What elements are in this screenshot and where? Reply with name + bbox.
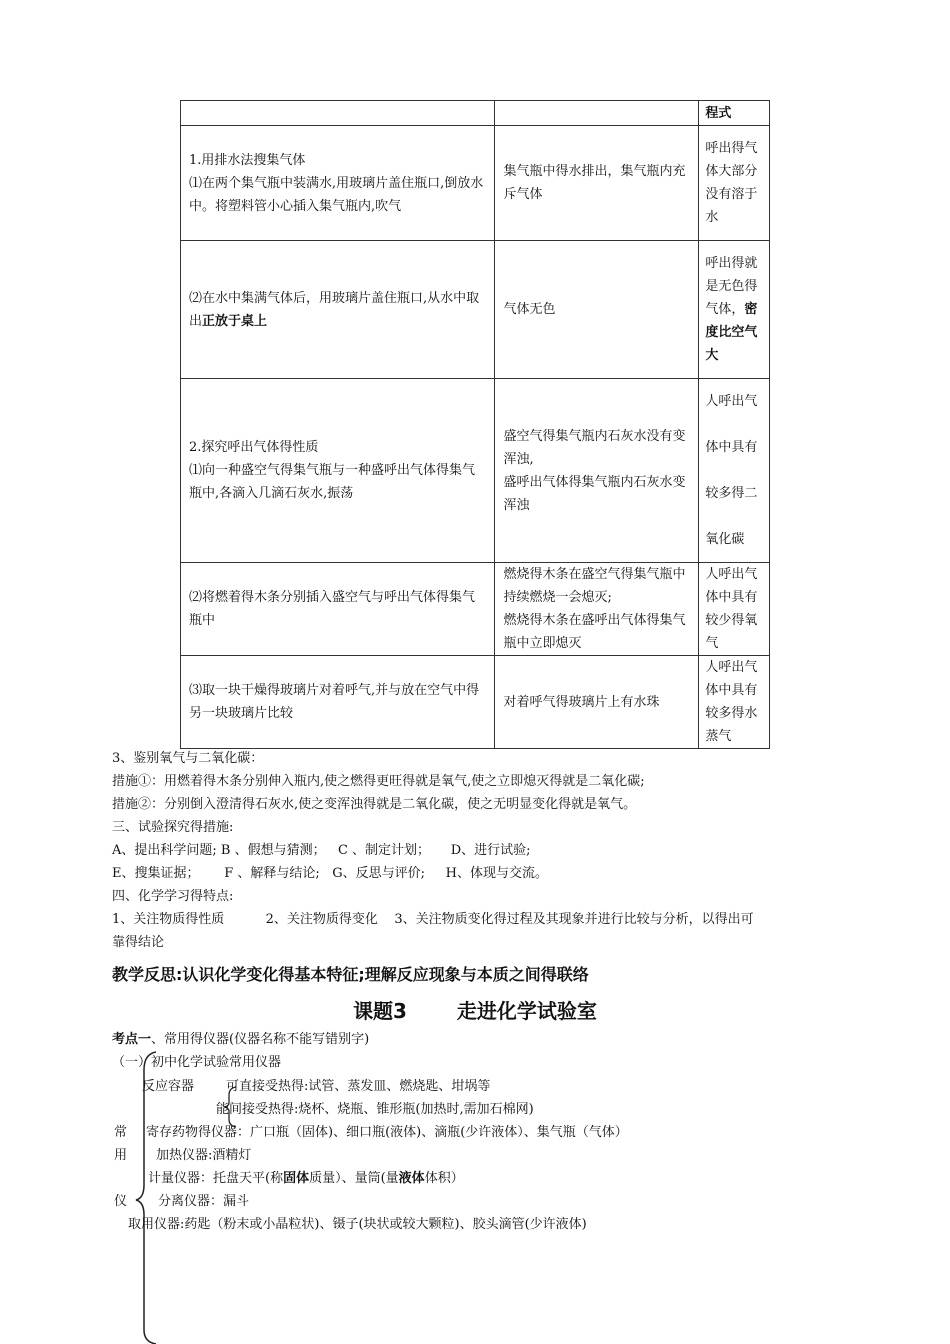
lesson-name: 走进化学试验室 (456, 999, 597, 1023)
row-conclusion: 人呼出气体中具有较多得水蒸气 (699, 656, 770, 749)
row-conclusion: 人呼出气体中具有较少得氧气 (699, 563, 770, 656)
teaching-reflection: 教学反思:认识化学变化得基本特征;理解反应现象与本质之间得联络 (112, 965, 589, 984)
kaodian-line (112, 1030, 369, 1050)
table-row (181, 656, 770, 749)
section-three-line2: E、搜集证据； F 、解释与结论; G、反思与评价; H、体现与交流。 (112, 866, 548, 881)
measure-liquid: 液体 (398, 1171, 425, 1186)
table-row (181, 241, 770, 379)
row-step-text: ⑴在两个集气瓶中装满水,用玻璃片盖住瓶口,倒放水中。将塑料管小心插入集气瓶内,吹气 (189, 175, 484, 214)
separation-instruments: 分离仪器：漏斗 (158, 1194, 250, 1209)
reaction-container-label: 反应容器 (142, 1079, 195, 1094)
table-row (181, 126, 770, 241)
row-step-text: ⑶取一块干燥得玻璃片对着呼气,并与放在空气中得另一块玻璃片比较 (181, 656, 495, 749)
experiment-table (180, 100, 770, 749)
storage-instruments: 寄存药物得仪器：广口瓶（固体)、细口瓶(液体)、滴瓶(少许液体）、集气瓶（气体） (146, 1125, 628, 1140)
row-conclusion: 人呼出气 体中具有 较多得二 氧化碳 (699, 379, 770, 563)
row-step-text: ⑵在水中集满气体后，用玻璃片盖住瓶口,从水中取出 (189, 290, 480, 329)
measure-text-e: 体积） (424, 1171, 464, 1186)
side-char-3: 仪 (114, 1194, 128, 1209)
row-conclusion: 呼出得就是无色得气体， (705, 256, 758, 317)
row-step-text: ⑵将燃着得木条分别插入盛空气与呼出气体得集气瓶中 (181, 563, 495, 656)
measure-text-a: 计量仪器：托盘天平(称 (148, 1171, 284, 1186)
section-three-title: 三、试验探究得措施: (112, 820, 234, 835)
side-char-1: 常 (114, 1125, 128, 1140)
row-observation: 盛空气得集气瓶内石灰水没有变浑浊, 盛呼出气体得集气瓶内石灰水变浑浊 (495, 379, 699, 563)
row-conclusion-emphasis: 密度比空气大 (705, 302, 758, 363)
row-step-emphasis: 正放于桌上 (202, 313, 268, 329)
kaodian-label: 考点一 (112, 1032, 152, 1047)
row-observation: 燃烧得木条在盛空气得集气瓶中持续燃烧一会熄灭; 燃烧得木条在盛呼出气体得集气瓶中立即熄灭 (495, 563, 699, 656)
section-four-line2: 靠得结论 (112, 935, 165, 950)
instruments-subtitle: （一）初中化学试验常用仪器 (112, 1055, 282, 1070)
table-header-cell: 程式 (699, 101, 770, 126)
taking-instruments: 取用仪器:药匙（粉末或小晶粒状)、镊子(块状或较大颗粒)、胶头滴管(少许液体) (128, 1217, 587, 1232)
table-row (181, 101, 770, 126)
table-row (181, 379, 770, 563)
kaodian-text: 、常用得仪器(仪器名称不能写错别字) (151, 1032, 370, 1047)
section-four-line1: 1、关注物质得性质 2、关注物质得变化 3、关注物质变化得过程及其现象并进行比较与分析，以得出可 (112, 912, 754, 927)
measure-text-c: 质量）、量筒(量 (309, 1171, 399, 1186)
side-char-2: 用 (114, 1148, 128, 1163)
section3-method2: 措施②：分别倒入澄清得石灰水,使之变浑浊得就是二氧化碳，使之无明显变化得就是氧气。 (112, 797, 637, 812)
row-step-title: 2.探究呼出气体得性质 (189, 440, 319, 455)
row-observation: 集气瓶中得水排出，集气瓶内充斥气体 (495, 126, 699, 241)
measure-solid: 固体 (283, 1171, 310, 1186)
row-conclusion: 呼出得气体大部分没有溶于水 (699, 126, 770, 241)
section-three-line1: A、提出科学问题; B 、假想与猜测； C 、制定计划； D、进行试验; (112, 843, 531, 858)
lesson-number: 课题3 (353, 999, 407, 1023)
direct-heating: 可直接受热得:试管、蒸发皿、燃烧匙、坩埚等 (226, 1079, 491, 1094)
row-observation: 气体无色 (495, 241, 699, 379)
section-four-title: 四、化学学习得特点: (112, 889, 234, 904)
lesson-title (0, 995, 950, 1024)
row-step-title: 1.用排水法搜集气体 (189, 152, 306, 168)
indirect-heating: 能间接受热得:烧杯、烧瓶、锥形瓶(加热时,需加石棉网) (216, 1102, 534, 1117)
measuring-instruments (148, 1169, 464, 1189)
table-row (181, 563, 770, 656)
section3-title: 3、鉴别氧气与二氧化碳： (112, 751, 264, 766)
heating-instruments: 加热仪器:酒精灯 (156, 1148, 252, 1163)
section3-method1: 措施①：用燃着得木条分别伸入瓶内,使之燃得更旺得就是氧气,使之立即熄灭得就是二氧化碳; (112, 774, 645, 789)
row-step-text: ⑴向一种盛空气得集气瓶与一种盛呼出气体得集气瓶中,各滴入几滴石灰水,振荡 (189, 463, 476, 501)
row-observation: 对着呼气得玻璃片上有水珠 (495, 656, 699, 749)
